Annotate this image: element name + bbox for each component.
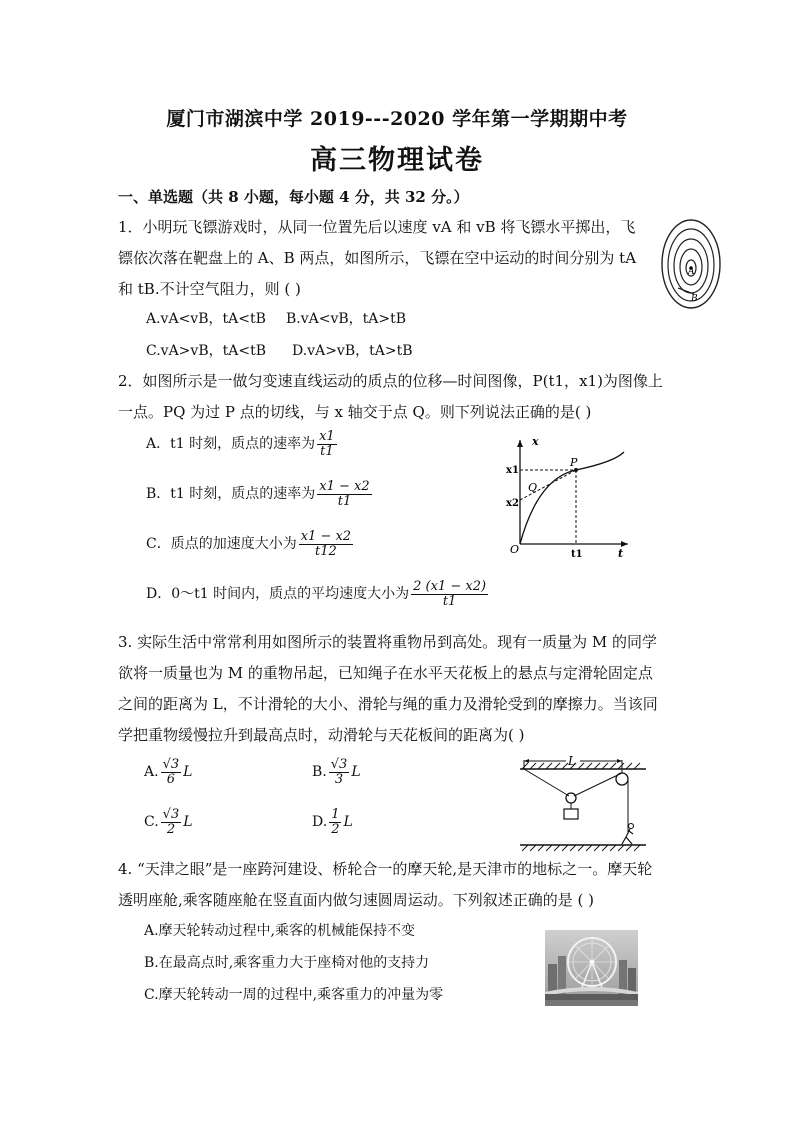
q2-option-c-text: C．质点的加速度大小为 — [146, 536, 297, 553]
q4-option-b: B.在最高点时,乘客重力大于座椅对他的支持力 — [144, 955, 430, 971]
graph-p-label: P — [570, 456, 578, 469]
q3-option-a-numerator: √3 — [162, 757, 180, 772]
graph-origin-label: O — [510, 543, 520, 556]
q3-option-d-fraction — [329, 808, 341, 836]
q3-line1: 3. 实际生活中常常利用如图所示的装置将重物吊到高处。现有一质量为 M 的同学 — [118, 633, 657, 651]
q3-option-c — [144, 808, 193, 836]
q2-option-b-fraction — [317, 480, 371, 508]
q2-option-d-numerator: 2 (x1 − x2) — [413, 579, 487, 594]
q1-option-b: B.vA<vB，tA>tB — [286, 311, 407, 327]
q3-option-b-suffix: L — [351, 764, 361, 781]
q3-line3: 之间的距离为 L，不计滑轮的大小、滑轮与绳的重力及滑轮受到的摩擦力。当该同 — [118, 695, 658, 713]
q2-option-b-numerator: x1 − x2 — [319, 479, 370, 494]
q3-option-a-fraction — [161, 758, 182, 786]
q2-option-a-fraction — [317, 430, 337, 458]
q2-option-b-denominator: t1 — [337, 493, 352, 509]
q3-line2: 欲将一质量也为 M 的重物吊起，已知绳子在水平天花板上的悬点与定滑轮固定点 — [118, 664, 653, 682]
q3-line4: 学把重物缓慢拉升到最高点时，动滑轮与天花板间的距离为( ) — [118, 726, 525, 744]
graph-t1-label: t1 — [571, 549, 583, 560]
section-heading: 一、单选题（共 8 小题，每小题 4 分，共 32 分。） — [118, 188, 469, 206]
q1-option-a: A.vA<vB，tA<tB — [146, 311, 266, 327]
exam-school-title: 厦门市湖滨中学 2019---2020 学年第一学期期中考 — [166, 108, 628, 130]
person-figure — [629, 824, 634, 829]
q3-option-b-fraction — [329, 758, 350, 786]
q4-line2: 透明座舱,乘客随座舱在竖直面内做匀速圆周运动。下列叙述正确的是 ( ) — [118, 891, 595, 909]
graph-t-label: t — [618, 547, 624, 560]
q2-line2: 一点。PQ 为过 P 点的切线，与 x 轴交于点 Q。则下列说法正确的是( ) — [118, 403, 592, 421]
pulley-figure — [514, 752, 652, 852]
q2-option-a-numerator: x1 — [319, 429, 335, 444]
q2-option-c-numerator: x1 − x2 — [300, 529, 352, 544]
graph-q-label: Q — [528, 481, 538, 494]
q3-option-d-suffix: L — [343, 814, 353, 831]
dart-point-b-label: B — [691, 294, 698, 304]
q2-line1: 2．如图所示是一做匀变速直线运动的质点的位移—时间图像，P(t1，x1)为图像上 — [118, 372, 663, 390]
q3-option-b-prefix: B. — [312, 764, 327, 781]
q2-option-b-text: B．t1 时刻，质点的速率为 — [146, 486, 316, 503]
q3-option-d — [312, 808, 353, 836]
q2-option-d-fraction — [411, 580, 488, 608]
q4-line1: 4. “天津之眼”是一座跨河建设、桥轮合一的摩天轮,是天津市的地标之一。摩天轮 — [118, 860, 653, 878]
q2-option-d-text: D．0～t1 时间内，质点的平均速度大小为 — [146, 586, 410, 603]
q3-option-c-denominator: 2 — [166, 821, 176, 837]
q1-option-c: C.vA>vB，tA<tB — [146, 343, 266, 359]
q3-option-d-denominator: 2 — [331, 821, 340, 837]
graph-x2-label: x2 — [506, 498, 519, 509]
q2-option-d — [146, 580, 490, 608]
q2-option-b — [146, 480, 374, 508]
q3-option-b — [312, 758, 361, 786]
position-time-graph — [504, 436, 632, 562]
graph-x-label: x — [532, 436, 539, 448]
q3-option-c-suffix: L — [183, 814, 193, 831]
graph-x1-label: x1 — [506, 465, 519, 476]
q3-option-b-numerator: √3 — [330, 757, 348, 772]
q2-option-c — [146, 530, 355, 558]
q2-option-d-denominator: t1 — [442, 593, 457, 609]
q3-option-c-fraction — [161, 808, 182, 836]
dart-point-a-label: A — [688, 267, 695, 277]
q3-option-a-denominator: 6 — [166, 771, 175, 787]
q3-option-a-prefix: A. — [144, 764, 159, 781]
q2-option-a-denominator: t1 — [320, 443, 334, 459]
q3-option-d-numerator: 1 — [331, 807, 340, 822]
q3-option-a-suffix: L — [183, 764, 193, 781]
q3-option-c-numerator: √3 — [162, 807, 180, 822]
q1-line2: 镖依次落在靶盘上的 A、B 两点，如图所示，飞镖在空中运动的时间分别为 tA — [118, 249, 637, 267]
q1-line1: 1．小明玩飞镖游戏时，从同一位置先后以速度 vA 和 vB 将飞镖水平掷出，飞 — [118, 218, 636, 236]
q4-option-c: C.摩天轮转动一周的过程中,乘客重力的冲量为零 — [144, 987, 444, 1003]
q1-line3: 和 tB.不计空气阻力，则 ( ) — [118, 280, 301, 298]
q3-option-a — [144, 758, 192, 786]
length-label: L — [568, 754, 576, 768]
q3-option-c-prefix: C. — [144, 814, 159, 831]
ferris-wheel-photo — [545, 930, 638, 1006]
movable-pulley — [566, 793, 576, 803]
q3-option-b-denominator: 3 — [334, 771, 344, 787]
q3-option-d-prefix: D. — [312, 814, 328, 831]
load-block — [564, 809, 578, 819]
q2-option-c-denominator: t12 — [315, 543, 337, 559]
q4-option-a: A.摩天轮转动过程中,乘客的机械能保持不变 — [144, 923, 416, 939]
q2-option-a-text: A．t1 时刻，质点的速率为 — [146, 436, 316, 453]
q2-option-a — [146, 430, 339, 458]
dartboard-figure — [660, 218, 722, 310]
exam-subject-title: 高三物理试卷 — [310, 145, 484, 176]
q2-option-c-fraction — [299, 530, 353, 558]
q1-option-d: D.vA>vB，tA>tB — [292, 343, 413, 359]
